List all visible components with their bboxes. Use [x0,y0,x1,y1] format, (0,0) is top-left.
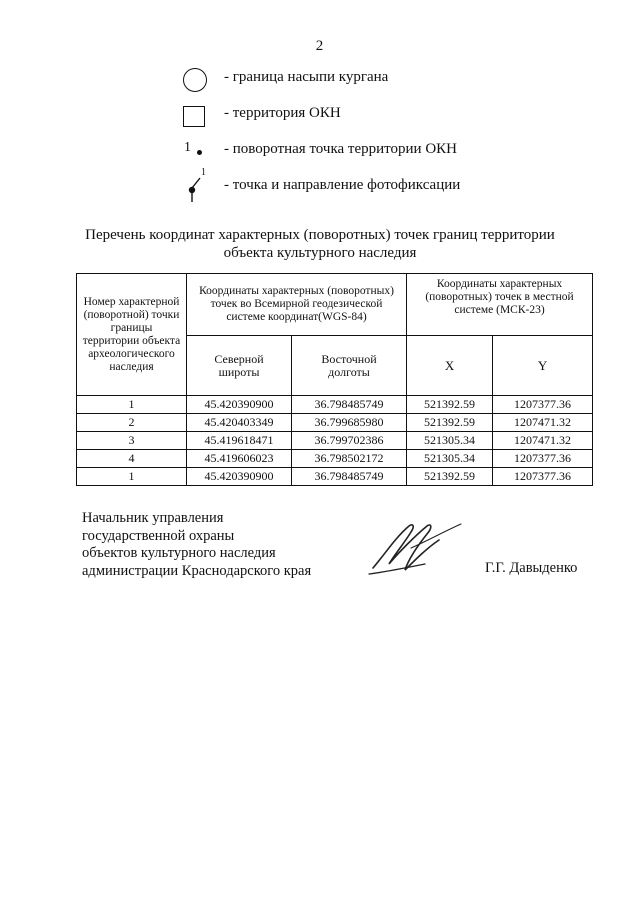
signer-position [82,510,311,580]
title-line: объекта культурного наследия [223,245,417,261]
legend-label: - территория ОКН [224,105,341,121]
legend-label: - поворотная точка территории ОКН [224,141,457,157]
cell-y: 1207377.36 [493,396,593,414]
coordinates-list-title [60,226,580,262]
cell-longitude: 36.798485749 [292,468,407,486]
header-x: X [407,336,493,396]
cell-x: 521392.59 [407,396,493,414]
cell-y: 1207377.36 [493,468,593,486]
legend-label: - точка и направление фотофиксации [224,177,461,193]
cell-x: 521305.34 [407,450,493,468]
cell-longitude: 36.799702386 [292,432,407,450]
cell-x: 521392.59 [407,468,493,486]
header-north-latitude: Северной широты [187,336,292,396]
cell-latitude: 45.419618471 [187,432,292,450]
header-y: Y [493,336,593,396]
position-line: объектов культурного наследия [82,545,276,561]
table-row [77,468,593,486]
cell-longitude: 36.799685980 [292,414,407,432]
cell-x: 521392.59 [407,414,493,432]
cell-point: 4 [77,450,187,468]
cell-x: 521305.34 [407,432,493,450]
circle-icon [183,68,207,92]
cell-y: 1207471.32 [493,414,593,432]
coordinates-table [76,273,593,486]
table-row [77,396,593,414]
table-row [77,432,593,450]
photo-direction-icon [188,166,212,206]
cell-latitude: 45.420390900 [187,396,292,414]
signer-name: Г.Г. Давыденко [485,560,578,576]
cell-latitude: 45.420390900 [187,468,292,486]
title-line: Перечень координат характерных (поворотных) точек границ территории [85,227,555,243]
position-line: администрации Краснодарского края [82,562,312,579]
cell-point: 1 [77,468,187,486]
marker-number: 1 [184,140,191,155]
header-east-longitude: Восточной долготы [292,336,407,396]
legend-label: - граница насыпи кургана [224,69,389,85]
page-number: 2 [315,38,324,54]
cell-latitude: 45.419606023 [187,450,292,468]
cell-latitude: 45.420403349 [187,414,292,432]
cell-point: 2 [77,414,187,432]
marker-number: 1 [201,167,206,178]
table-row [77,414,593,432]
position-line: Начальник управления [82,510,224,526]
square-icon [183,106,205,127]
cell-longitude: 36.798485749 [292,396,407,414]
table-row [77,450,593,468]
cell-longitude: 36.798502172 [292,450,407,468]
cell-point: 1 [77,396,187,414]
cell-y: 1207471.32 [493,432,593,450]
header-point-number: Номер характерной (поворотной) точки границы территории объекта археологического наследия [77,274,187,396]
header-wgs84: Координаты характерных (поворотных) точек во Всемирной геодезической системе координат(WGS-84) [187,274,407,336]
header-msk23: Координаты характерных (поворотных) точек в местной системе (МСК-23) [407,274,593,336]
handwritten-signature [365,518,465,582]
cell-y: 1207377.36 [493,450,593,468]
position-line: государственной охраны [82,527,235,544]
cell-point: 3 [77,432,187,450]
